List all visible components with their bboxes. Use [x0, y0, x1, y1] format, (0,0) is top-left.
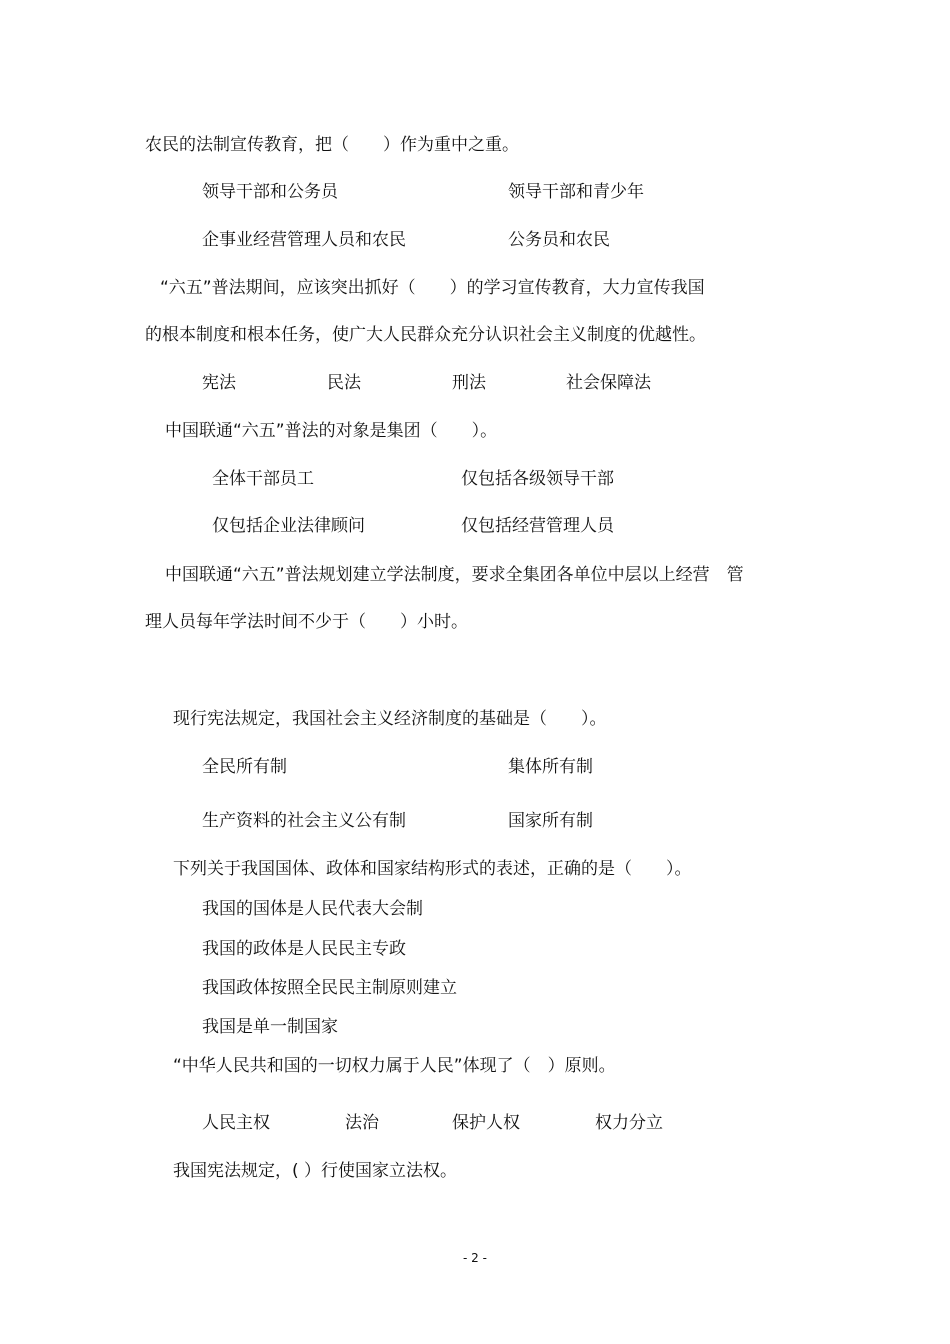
q5-option-d: 国家所有制: [508, 811, 593, 831]
q5-stem: 现行宪法规定，我国社会主义经济制度的基础是（ ）。: [173, 709, 607, 729]
q8-stem: 我国宪法规定，( ）行使国家立法权。: [173, 1161, 458, 1181]
q2-option-d: 社会保障法: [566, 373, 651, 393]
q6-stem: 下列关于我国国体、政体和国家结构形式的表述，正确的是（ ）。: [173, 859, 692, 879]
q6-option-d: 我国是单一制国家: [202, 1017, 338, 1037]
q6-option-c: 我国政体按照全民民主制原则建立: [202, 978, 457, 998]
q1-option-d: 公务员和农民: [508, 230, 610, 250]
q2-option-c: 刑法: [452, 373, 486, 393]
q6-option-b: 我国的政体是人民民主专政: [202, 939, 406, 959]
q2-stem-line1: “六五”普法期间，应该突出抓好（ ）的学习宣传教育，大力宣传我国: [160, 278, 705, 298]
q1-option-c: 企事业经营管理人员和农民: [202, 230, 406, 250]
q2-option-a: 宪法: [202, 373, 236, 393]
q2-option-b: 民法: [327, 373, 361, 393]
q4-stem-line1: 中国联通“六五”普法规划建立学法制度，要求全集团各单位中层以上经营 管: [165, 565, 744, 585]
q5-option-b: 集体所有制: [508, 757, 593, 777]
q7-stem: “中华人民共和国的一切权力属于人民”体现了（ ）原则。: [173, 1056, 616, 1076]
q3-option-b: 仅包括各级领导干部: [461, 469, 614, 489]
q4-stem-line2: 理人员每年学法时间不少于（ ）小时。: [145, 612, 468, 632]
q3-stem: 中国联通“六五”普法的对象是集团（ ）。: [165, 421, 498, 441]
q3-option-d: 仅包括经营管理人员: [461, 516, 614, 536]
q5-option-a: 全民所有制: [202, 757, 287, 777]
q5-option-c: 生产资料的社会主义公有制: [202, 811, 406, 831]
q7-option-c: 保护人权: [452, 1113, 520, 1133]
q1-stem: 农民的法制宣传教育，把（ ）作为重中之重。: [145, 135, 519, 155]
q7-option-a: 人民主权: [202, 1113, 270, 1133]
q6-option-a: 我国的国体是人民代表大会制: [202, 899, 423, 919]
q3-option-c: 仅包括企业法律顾问: [212, 516, 365, 536]
q2-stem-line2: 的根本制度和根本任务，使广大人民群众充分认识社会主义制度的优越性。: [145, 325, 706, 345]
q3-option-a: 全体干部员工: [212, 469, 314, 489]
page-number: - 2 -: [463, 1251, 487, 1265]
q1-option-b: 领导干部和青少年: [508, 182, 644, 202]
q7-option-b: 法治: [345, 1113, 379, 1133]
q7-option-d: 权力分立: [595, 1113, 663, 1133]
q1-option-a: 领导干部和公务员: [202, 182, 338, 202]
